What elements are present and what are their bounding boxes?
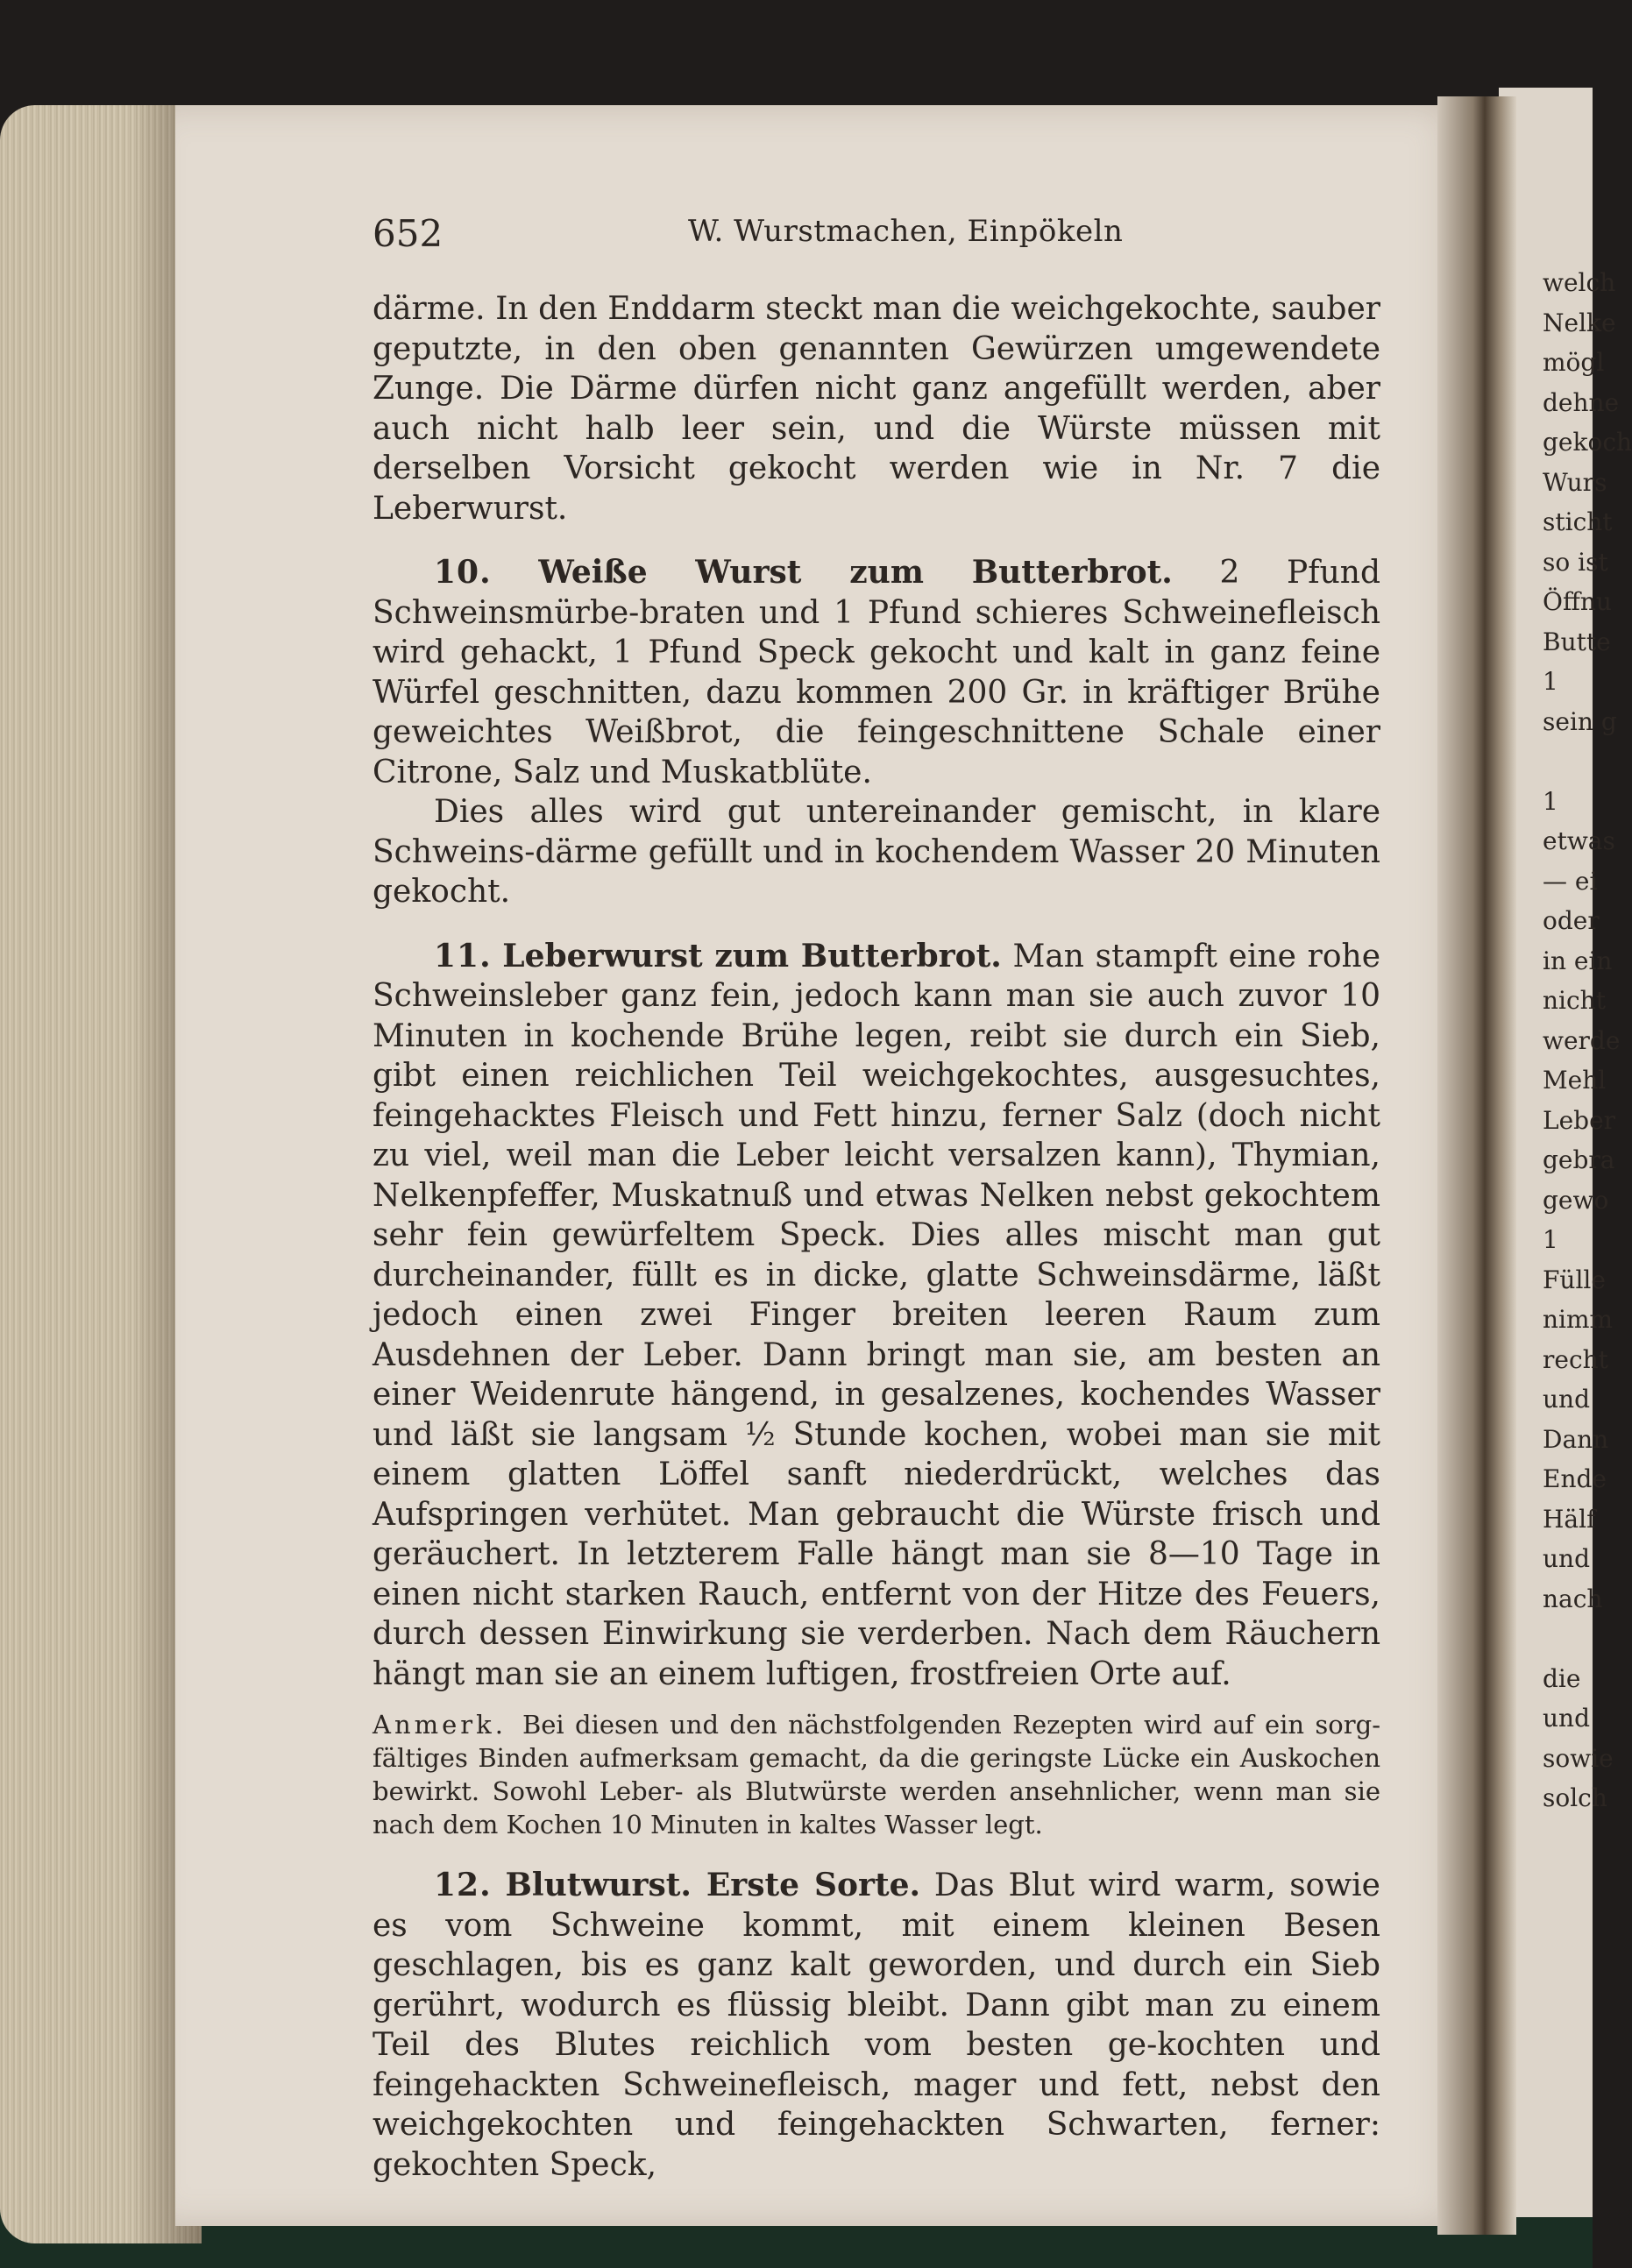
recipe-text: Man stampft eine rohe Schweinsleber ganz fein, jedoch kann man sie auch zuvor 10 Minuten in kochende Brühe legen, reibt sie durch ein Sieb, gibt einen reichlichen Teil weichgekochtes, ausgesuchtes, feingehacktes Fleisch und Fett hinzu, ferner Salz (doch nicht zu viel, weil man die Leber leicht versalzen kann), Thymian, Nelkenpfeffer, Muskatnuß und etwas Nelken nebst gekochtem sehr fein gewürfeltem Speck. Dies alles mischt man gut durcheinander, füllt es in dicke, glatte Schweinsdärme, läßt jedoch einen zwei Finger breiten leeren Raum zum Ausdehnen der Leber. Dann bringt man sie, am besten an einer Weidenrute hängend, in gesalzenes, kochendes Wasser und läßt sie langsam ½ Stunde kochen, wobei man sie mit einem glatten Löffel sanft niederdrückt, welches das Aufspringen verhütet. Man gebraucht die Würste frisch und geräuchert. In letzterem Falle hängt man sie 8—10 Tage in einen nicht starken Rauch, entfernt von der Hitze des Feuers, durch dessen Einwirkung sie verderben. Nach dem Räuchern hängt man sie an einem luftigen, frostfreien Orte auf. bbox=[373, 938, 1380, 1692]
note-text: Bei diesen und den nächstfolgenden Rezepten wird auf ein sorg-fältiges Binden aufmerksam gemacht, da die geringste Lücke ein Auskochen bewirkt. Sowohl Leber- als Blutwürste werden ansehnlicher, wenn man sie nach dem Kochen 10 Minuten in kaltes Wasser legt. bbox=[373, 1710, 1380, 1839]
paragraph-continuation: därme. In den Enddarm steckt man die weichgekochte, sauber geputzte, in den oben genannten Gewürzen umgewendete Zunge. Die Därme dürfen nicht ganz angefüllt werden, aber auch nicht halb leer sein, und die Würste müssen mit derselben Vorsicht gekocht werden wie in Nr. 7 die Leberwurst. bbox=[373, 291, 1380, 527]
recipe-title: Weiße Wurst zum Butterbrot. bbox=[538, 554, 1173, 591]
note-label: Anmerk. bbox=[373, 1710, 507, 1740]
recipe-number: 12. bbox=[434, 1867, 492, 1903]
facing-page-text bbox=[1543, 263, 1632, 1818]
page-header bbox=[373, 202, 1380, 263]
recipe-10-continued: Dies alles wird gut untereinander gemischt, in klare Schweins-därme gefüllt und in kochendem Wasser 20 Minuten gekocht. bbox=[373, 794, 1380, 910]
recipe-12 bbox=[373, 1866, 1380, 2185]
recipe-11 bbox=[373, 937, 1380, 1695]
recipe-title: Blutwurst. Erste Sorte. bbox=[505, 1867, 921, 1903]
recipe-text: Das Blut wird warm, sowie es vom Schweine kommt, mit einem kleinen Besen geschlagen, bis es ganz kalt geworden, und durch ein Sieb gerührt, wodurch es flüssig bleibt. Dann gibt man zu einem Teil des Blutes reichlich vom besten ge-kochten und feingehackten Schweinefleisch, mager und fett, nebst den weichgekochten und feingehackten Schwarten, ferner: gekochten Speck, bbox=[373, 1868, 1380, 2183]
recipe-number: 11. bbox=[434, 937, 492, 975]
footnote bbox=[373, 1708, 1380, 1841]
facing-page-fragments: welch Nelke mögl dehne gekoch Wurs sticht so ist Öffnu Butte 1 sein g 1 etwas — ei oder in ein nicht werde Mehl Leber gebra gewo 1 Fülle nimm recht und Dann Ende Hälf und nach die und sowie solch bbox=[1543, 268, 1632, 1812]
running-title: W. Wurstmachen, Einpökeln bbox=[688, 214, 1124, 249]
body-text bbox=[373, 289, 1380, 2185]
book-gutter bbox=[1437, 96, 1516, 2235]
recipe-title: Leberwurst zum Butterbrot. bbox=[502, 937, 1002, 975]
page-number: 652 bbox=[373, 212, 443, 255]
recipe-text: 2 Pfund Schweinsmürbe-braten und 1 Pfund schieres Schweinefleisch wird gehackt, 1 Pfund Speck gekocht und kalt in ganz feine Würfel geschnitten, dazu kommen 200 Gr. in kräftiger Brühe geweichtes Weißbrot, die feingeschnittene Schale einer Citrone, Salz und Muskatblüte. bbox=[373, 555, 1380, 790]
recipe-10 bbox=[373, 553, 1380, 792]
recipe-number: 10. bbox=[434, 554, 492, 591]
